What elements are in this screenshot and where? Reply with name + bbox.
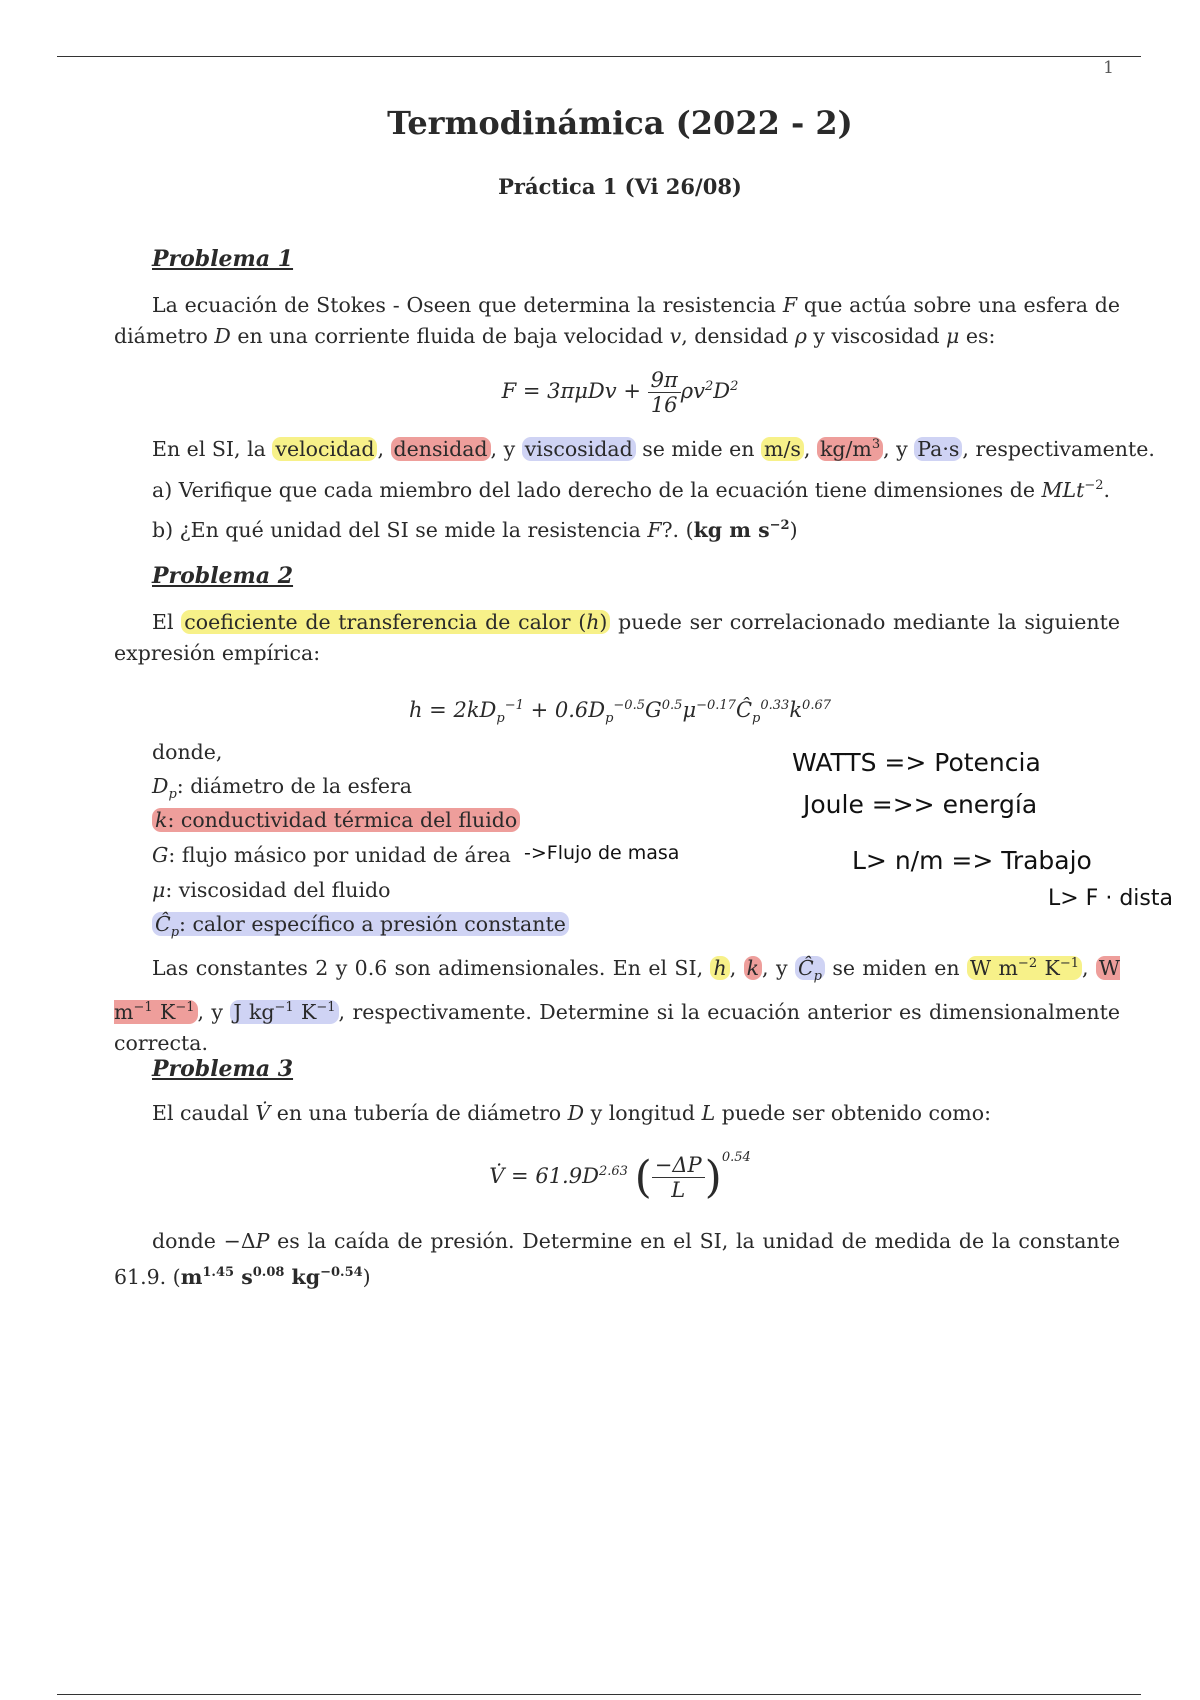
problem-3-heading: Problema 3 bbox=[152, 1056, 294, 1082]
question-1b: b) ¿En qué unidad del SI se mide la resistencia F?. (kg m $s^{-2}$) bbox=[152, 518, 798, 542]
problem-1-intro: La ecuación de Stokes - Oseen que determina la resistencia F que actúa sobre una esfera de diámetro D en una corriente fluida de baja velocidad v, densidad ρ y viscosidad μ es: bbox=[114, 293, 1120, 348]
definition-cp: $Ĉ_p$: calor específico a presión constante bbox=[152, 912, 569, 940]
problem-1-si-units: En el SI, la velocidad , densidad , y viscosidad se mide en m/s , $kg/m^3$ , y Pa·s , respectivamente. bbox=[152, 437, 1155, 461]
bottom-rule bbox=[57, 1694, 1141, 1695]
page-subtitle: Práctica 1 (Vi 26/08) bbox=[498, 174, 742, 199]
problem-3-intro: El caudal V̇ en una tubería de diámetro D y longitud L puede ser obtenido como: bbox=[152, 1101, 991, 1125]
problem-2-intro: El coeficiente de transferencia de calor (h) puede ser correlacionado mediante la siguiente expresión empírica: bbox=[114, 610, 1120, 665]
definition-dp: $D_p$: diámetro de la esfera bbox=[152, 774, 413, 803]
definition-g: G: flujo másico por unidad de área bbox=[152, 843, 511, 867]
handwritten-flujo-note: ->Flujo de masa bbox=[524, 842, 680, 864]
problem-2-constants: Las constantes 2 y 0.6 son adimensionales. En el SI, h , k , y $Ĉ_p$ se miden en W $m^{-2}$ $K^{-1}$ , W $m^{-1}$ $K^{-1}$ , y J $kg^{-1}$ $K^{-1}$ , respectivamente. Determine si la ecuación anterior es dimensionalmente correcta. bbox=[114, 955, 1120, 1055]
definitions-label: donde, bbox=[152, 740, 223, 764]
top-rule bbox=[57, 56, 1141, 57]
definition-mu: μ: viscosidad del fluido bbox=[152, 878, 391, 902]
stokes-oseen-equation: F = 3πμDv + $\frac{9\pi}{16}$ $\rho v^2D^2$ bbox=[501, 368, 739, 417]
heat-transfer-equation: $h = 2kD_p^{-1}$ + $0.6D_p^{-0.5}G^{0.5}\mu^{-0.17}Ĉ_p^{0.33}k^{0.67}$ bbox=[408, 698, 831, 727]
handwritten-joule-note: Joule =>> energía bbox=[803, 790, 1038, 819]
page-number: 1 bbox=[1103, 58, 1114, 78]
problem-2-heading: Problema 2 bbox=[152, 563, 294, 589]
problem-1-heading: Problema 1 bbox=[152, 246, 294, 272]
page-title: Termodinámica (2022 - 2) bbox=[387, 104, 853, 142]
handwritten-fuerza-note: L> F · dista bbox=[1048, 886, 1173, 911]
definition-k: k: conductividad térmica del fluido bbox=[152, 808, 520, 832]
handwritten-watts-note: WATTS => Potencia bbox=[792, 748, 1041, 777]
question-1a: a) Verifique que cada miembro del lado derecho de la ecuación tiene dimensiones de MLt$^{-2}$. bbox=[152, 478, 1111, 502]
handwritten-trabajo-note: L> n/m => Trabajo bbox=[852, 846, 1092, 875]
problem-3-question: donde −ΔP es la caída de presión. Determine en el SI, la unidad de medida de la constante 61.9. ($m^{1.45}$ $s^{0.08}$ $kg^{-0.54}$) bbox=[114, 1229, 1120, 1289]
flow-rate-equation: V̇ = $61.9D^{2.63}$ ( $\frac{-\Delta P}{L}$ )$^{0.54}$ bbox=[489, 1150, 751, 1203]
